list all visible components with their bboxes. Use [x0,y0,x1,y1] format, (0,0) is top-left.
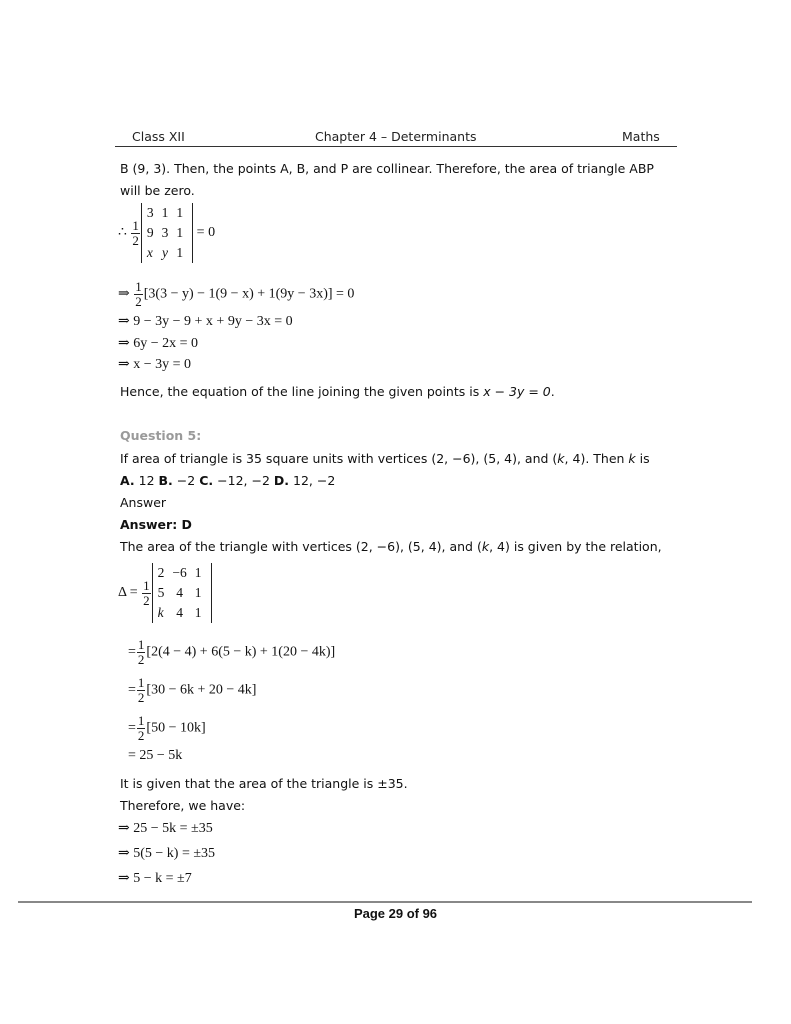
answer-label: Answer [120,495,167,510]
option-c-value: −12, −2 [217,473,270,488]
relation-text-b: , 4) is given by the relation, [489,539,662,554]
area-expression-3: 50 − 10k [151,720,201,736]
equals-sign: = [128,644,136,660]
matrix-cell: 4 [176,585,183,600]
answer-options [120,473,335,489]
option-b-value: −2 [176,473,196,488]
question-text [120,451,650,467]
final-step-1: ⇒ 25 − 5k = ±35 [118,821,213,836]
simplify-step-3: ⇒ x − 3y = 0 [118,357,192,372]
fraction-numerator: 1 [137,713,145,728]
matrix-cell: 3 [161,225,169,240]
fraction-half [134,280,143,309]
matrix-cell: 3 [146,205,154,220]
area-expression-2: 30 − 6k + 20 − 4k [151,682,252,698]
question-heading: Question 5: [120,428,202,443]
matrix-cell: x [146,245,153,260]
area-expression-1: 2(4 − 4) + 6(5 − k) + 1(20 − 4k) [151,644,331,660]
equals-zero: = 0 [336,286,355,302]
given-line-1: It is given that the area of the triangle is ±35. [120,776,408,791]
fraction-denominator: 2 [143,592,150,608]
implies-symbol: ⇒ [118,286,130,302]
final-step-3: ⇒ 5 − k = ±7 [118,871,192,886]
fraction-denominator: 2 [135,294,142,309]
fraction-denominator: 2 [137,728,145,743]
header-class: Class XII [132,129,185,144]
fraction-numerator: 1 [135,279,142,294]
determinant-matrix [141,203,193,263]
question-text-a: If area of triangle is 35 square units with vertices (2, −6), (5, 4), and ( [120,451,558,466]
header-chapter: Chapter 4 – Determinants [315,129,477,144]
footer-rule [18,901,752,903]
line-equation: x − 3y = 0 [483,384,551,399]
matrix-cell: 1 [194,565,202,580]
fraction-half [137,676,146,705]
determinant-equation-2 [118,563,212,623]
matrix-cell: k [157,605,164,620]
option-d-value: 12, −2 [293,473,336,488]
conclusion-text: Hence, the equation of the line joining the given points is [120,384,484,399]
fraction-half [137,714,146,743]
option-d-label: D. [273,473,290,488]
area-step-2: = $\frac{1}{2}$ [30 − 6k + 20 − 4k] [128,675,257,705]
answer-key: Answer: D [120,517,192,532]
matrix-cell: 9 [146,225,154,240]
matrix-cell: 1 [194,605,202,620]
expansion-step: ⇒ $\frac{1}{2}$ [3(3 − y) − 1(9 − x) + 1(9y − 3x)] = 0 [118,279,355,309]
fraction-numerator: 1 [143,577,150,593]
relation-text [120,539,662,555]
simplify-step-1: ⇒ 9 − 3y − 9 + x + 9y − 3x = 0 [118,314,293,329]
simplify-step-2: ⇒ 6y − 2x = 0 [118,336,199,351]
variable-k: k [628,451,636,466]
fraction-denominator: 2 [137,652,145,667]
determinant-equation-1 [118,203,215,263]
option-a-label: A. [120,473,135,488]
matrix-cell: 1 [176,205,184,220]
area-result: = 25 − 5k [128,748,183,763]
matrix-cell: 1 [176,245,184,260]
option-b-label: B. [158,473,173,488]
question-text-b: , 4). Then [564,451,629,466]
page-number: Page 29 of 96 [353,906,438,921]
area-step-3: = $\frac{1}{2}$ [50 − 10k] [128,713,206,743]
fraction-half [142,579,151,608]
conclusion [120,384,555,400]
determinant-matrix [152,563,212,623]
matrix-cell: 4 [176,605,183,620]
fraction-numerator: 1 [137,637,145,652]
matrix-cell: 1 [194,585,202,600]
fraction-half [131,219,140,248]
equals-zero: = 0 [196,225,216,241]
fraction-numerator: 1 [132,217,139,233]
question-text-c: is [635,451,650,466]
matrix-cell: 1 [161,205,169,220]
final-step-2: ⇒ 5(5 − k) = ±35 [118,846,216,861]
fraction-half [137,638,146,667]
therefore-symbol: ∴ [118,225,127,241]
matrix-cell: −6 [172,565,187,580]
given-line-2: Therefore, we have: [120,798,246,813]
fraction-denominator: 2 [137,690,145,705]
area-step-1: = $\frac{1}{2}$ [2(4 − 4) + 6(5 − k) + 1(20 − 4k)] [128,637,336,667]
equals-sign: = [128,720,136,736]
variable-k: k [481,539,490,554]
expansion-expression: 3(3 − y) − 1(9 − x) + 1(9y − 3x) [148,286,328,302]
intro-line-2: will be zero. [120,183,195,198]
matrix-cell: y [162,245,169,260]
variable-k: k [557,451,565,466]
period: . [550,384,555,399]
matrix-cell: 5 [157,585,165,600]
fraction-denominator: 2 [132,232,139,248]
delta-symbol: Δ = [118,585,138,601]
relation-text-a: The area of the triangle with vertices (2, −6), (5, 4), and ( [120,539,482,554]
header-rule [115,146,677,147]
intro-line-1: B (9, 3). Then, the points A, B, and P are collinear. Therefore, the area of triangle ABP [120,161,654,176]
matrix-cell: 1 [176,225,184,240]
option-c-label: C. [199,473,214,488]
fraction-numerator: 1 [137,675,145,690]
matrix-cell: 2 [157,565,165,580]
header-subject: Maths [622,129,660,144]
option-a-value: 12 [138,473,155,488]
equals-sign: = [128,682,136,698]
